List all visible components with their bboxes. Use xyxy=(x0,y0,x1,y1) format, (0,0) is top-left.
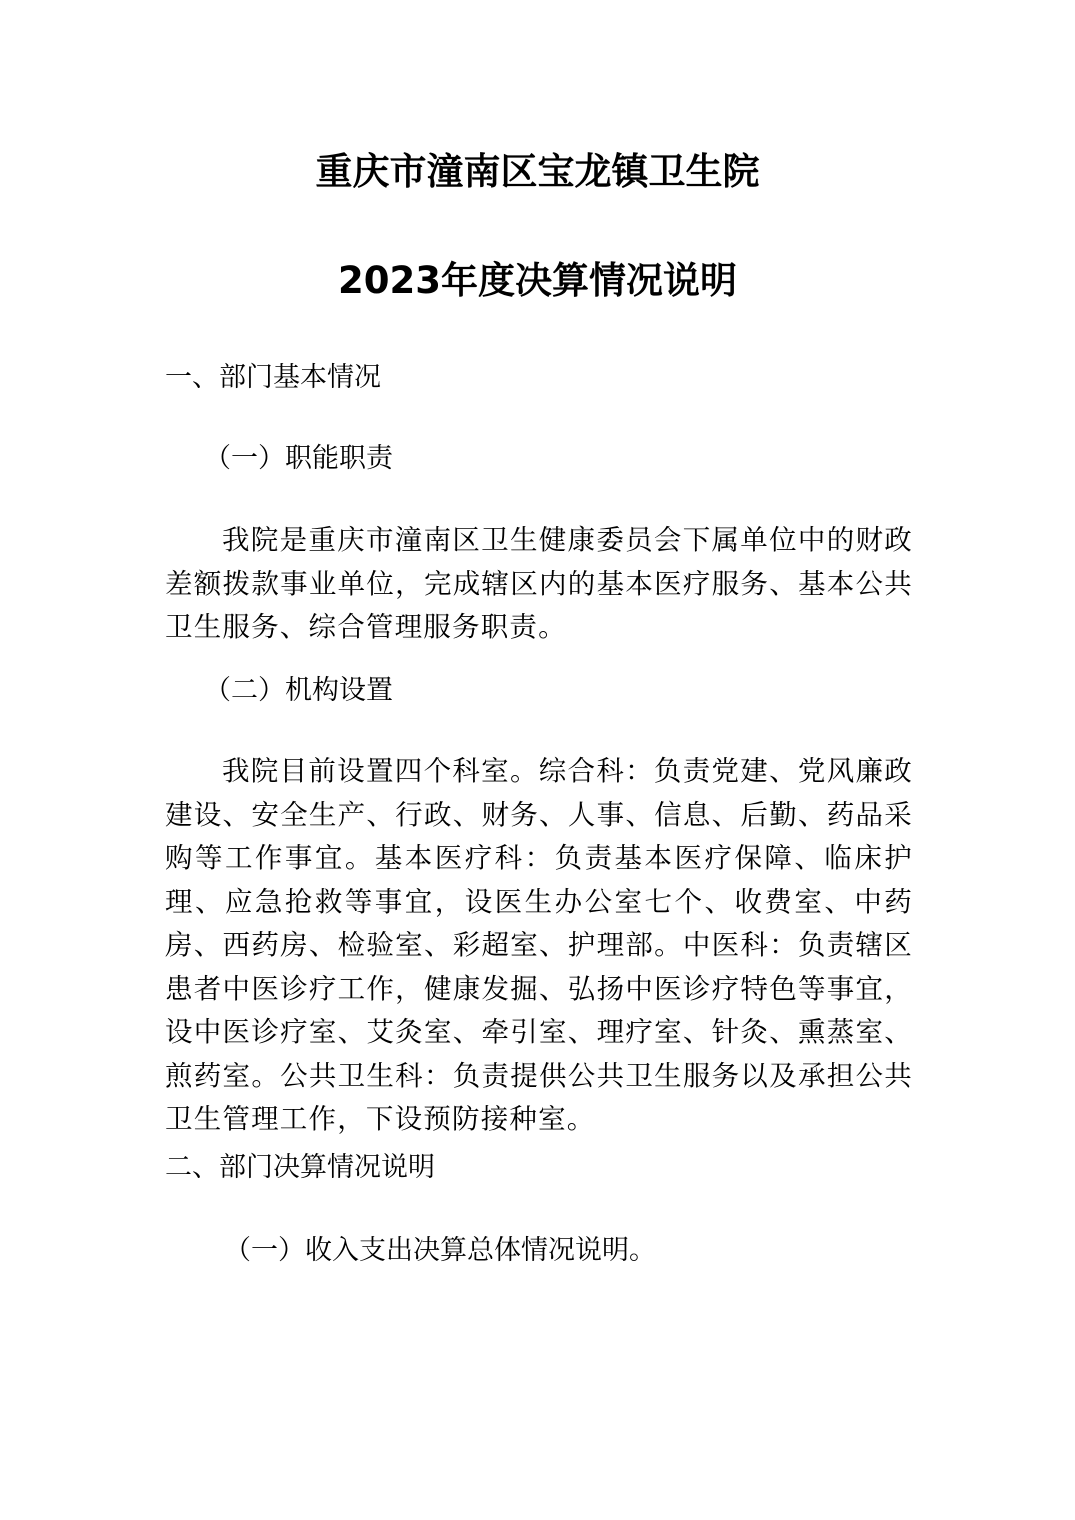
section1-sub2-paragraph: 我院目前设置四个科室。综合科：负责党建、党风廉政建设、安全生产、行政、财务、人事、信息、后勤、药品采购等工作事宜。基本医疗科：负责基本医疗保障、临床护理、应急抢救等事宜，设医生办公室七个、收费室、中药房、西药房、检验室、彩超室、护理部。中医科：负责辖区患者中医诊疗工作，健康发掘、弘扬中医诊疗特色等事宜，设中医诊疗室、艾灸室、牵引室、理疗室、针灸、熏蒸室、煎药室。公共卫生科：负责提供公共卫生服务以及承担公共卫生管理工作，下设预防接种室。 xyxy=(165,755,913,1135)
section1-sub2-heading: （二）机构设置 xyxy=(204,675,393,706)
document-title-line2: 2023年度决算情况说明 xyxy=(338,259,737,302)
section2-sub1-heading: （一）收入支出决算总体情况说明。 xyxy=(224,1235,656,1266)
section2-heading: 二、部门决算情况说明 xyxy=(165,1152,435,1183)
section1-heading: 一、部门基本情况 xyxy=(165,362,381,393)
section1-sub1-heading: （一）职能职责 xyxy=(204,443,393,474)
document-title-line1: 重庆市潼南区宝龙镇卫生院 xyxy=(315,150,760,193)
section1-sub1-paragraph: 我院是重庆市潼南区卫生健康委员会下属单位中的财政差额拨款事业单位，完成辖区内的基本医疗服务、基本公共卫生服务、综合管理服务职责。 xyxy=(165,524,913,643)
